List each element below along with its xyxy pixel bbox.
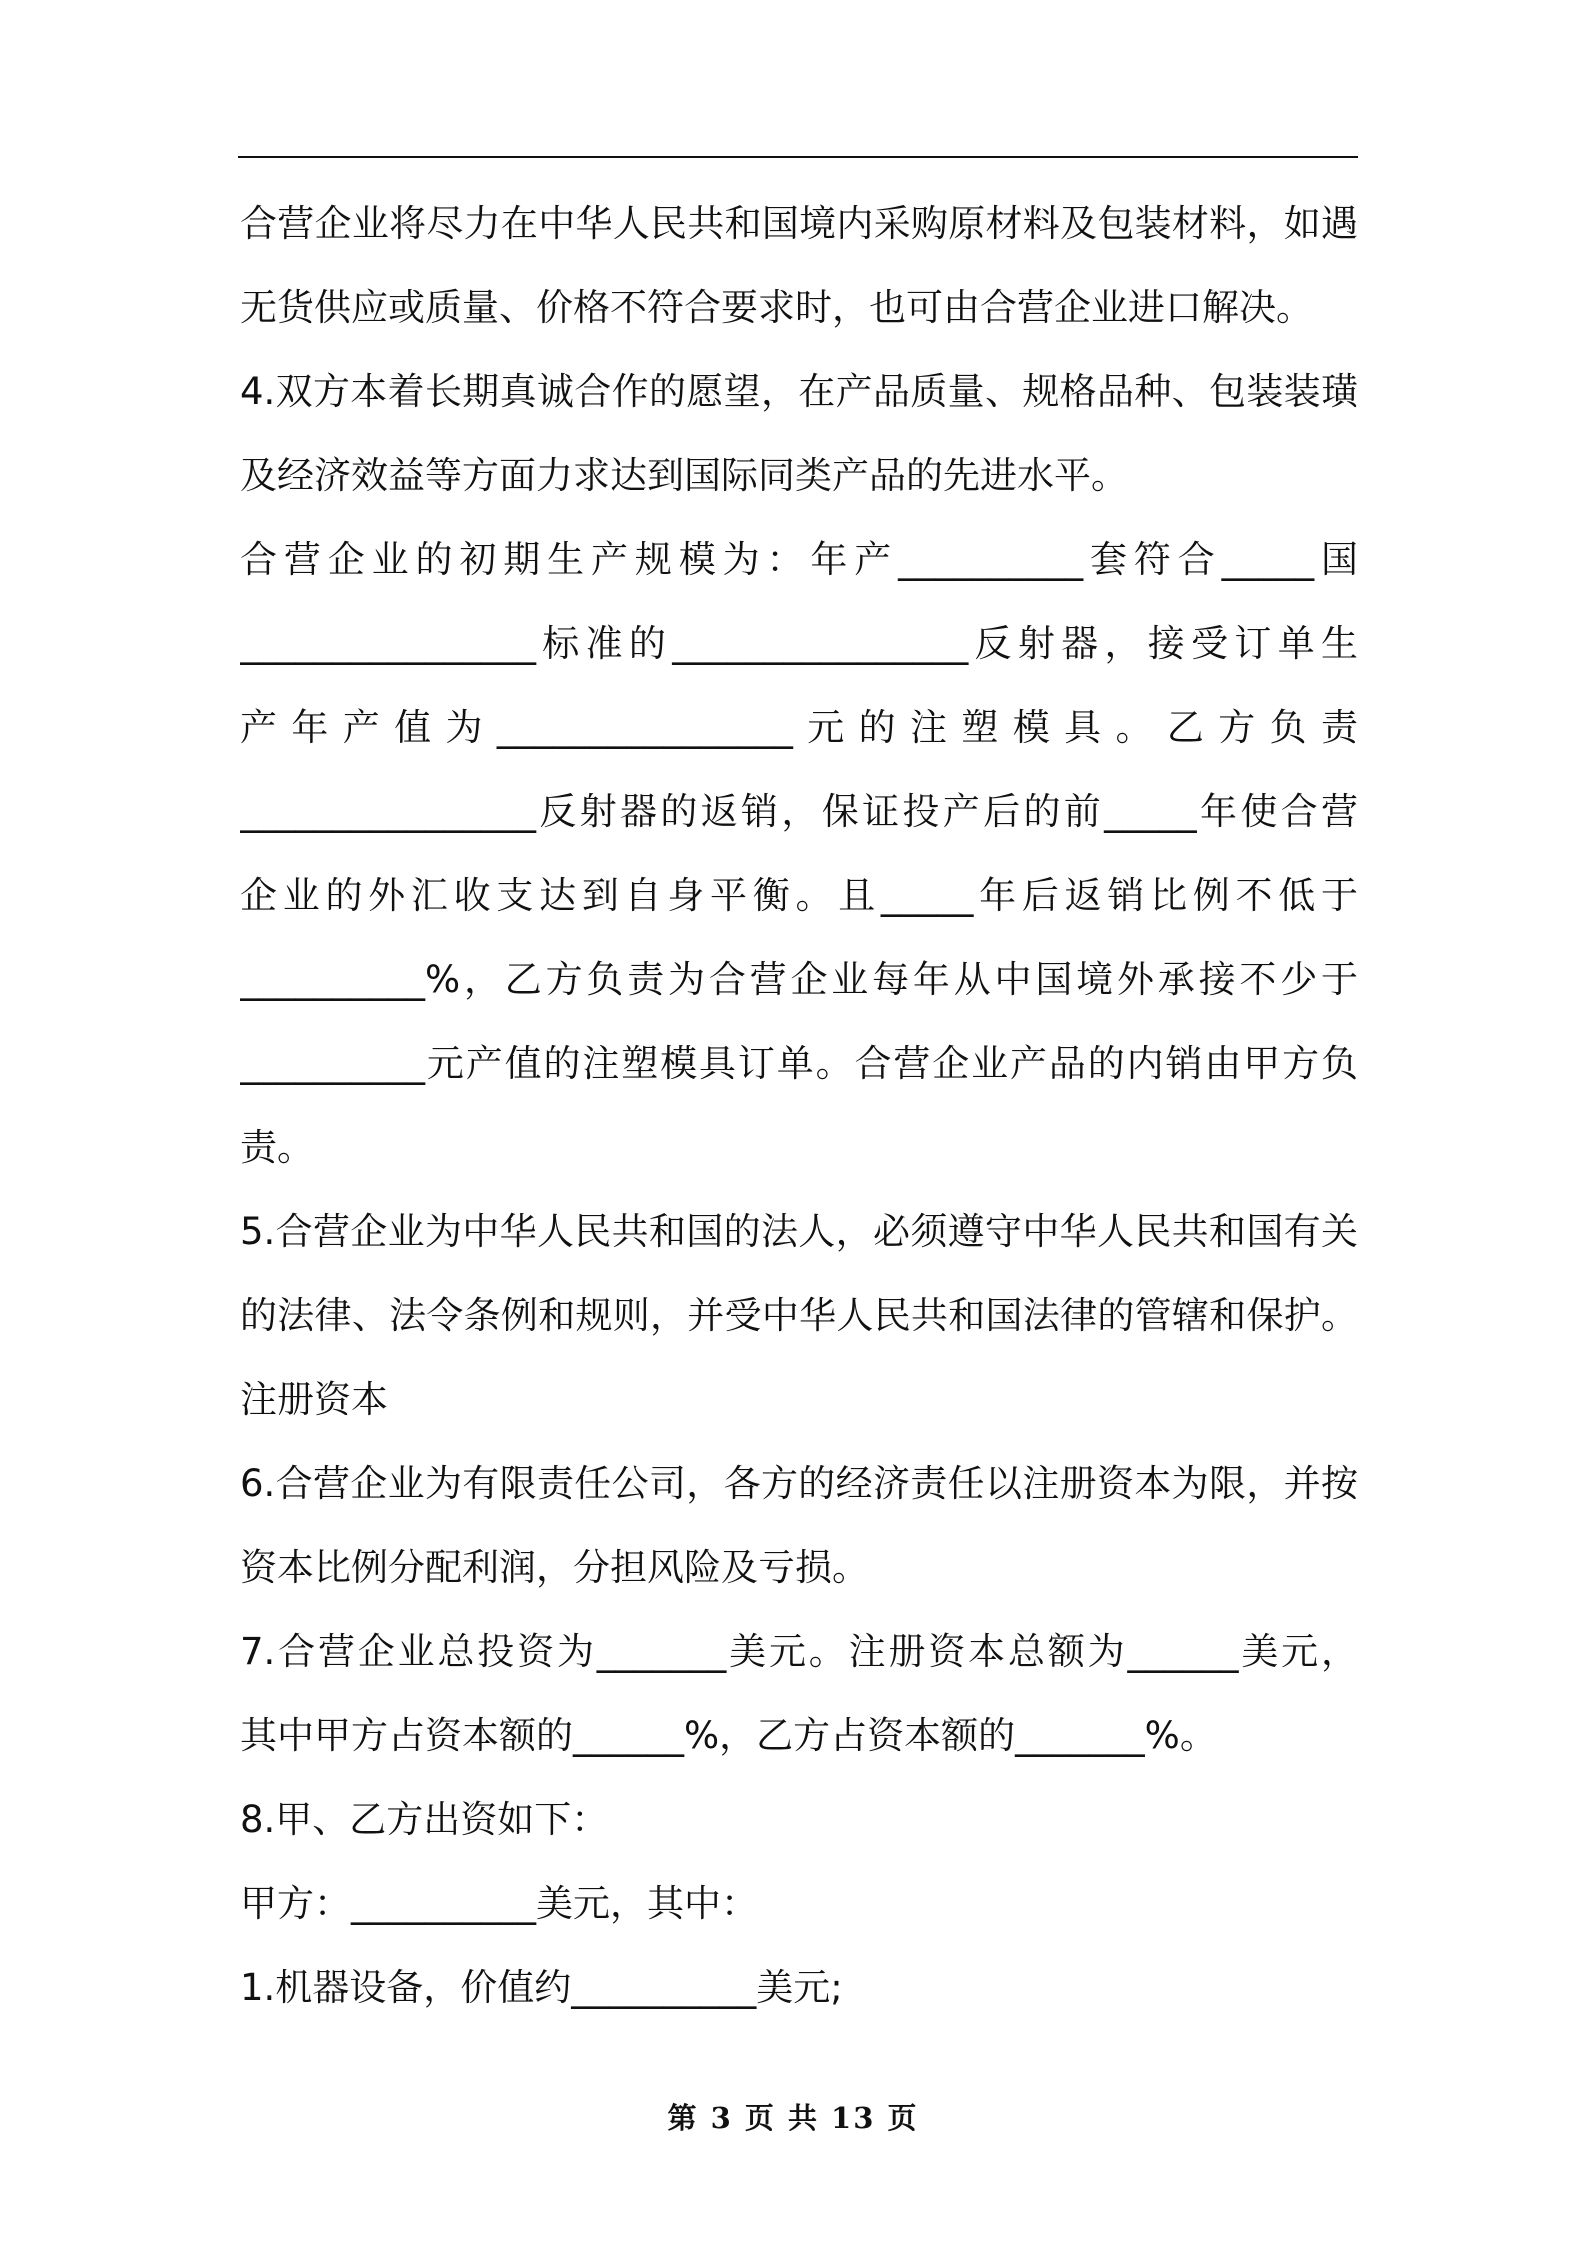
text-line: 责。 <box>240 1126 314 1169</box>
text-line: 甲方：__________美元，其中： <box>240 1882 758 1925</box>
text-line: 合营企业的初期生产规模为：年产__________套符合_____国 <box>240 538 1358 581</box>
text-line: 8.甲、乙方出资如下： <box>240 1798 609 1841</box>
text-line: 及经济效益等方面力求达到国际同类产品的先进水平。 <box>240 454 1128 497</box>
text-line: ________________反射器的返销，保证投产后的前_____年使合营 <box>240 790 1358 833</box>
text-line: __________%，乙方负责为合营企业每年从中国境外承接不少于 <box>240 958 1358 1001</box>
text-line: 6.合营企业为有限责任公司，各方的经济责任以注册资本为限，并按 <box>240 1462 1358 1505</box>
text-line: ________________标准的________________反射器，接受订单生 <box>240 622 1358 665</box>
text-line: 5.合营企业为中华人民共和国的法人，必须遵守中华人民共和国有关 <box>240 1210 1358 1253</box>
text-line: 4.双方本着长期真诚合作的愿望，在产品质量、规格品种、包装装璜 <box>240 370 1358 413</box>
text-line: __________元产值的注塑模具订单。合营企业产品的内销由甲方负 <box>240 1042 1358 1085</box>
text-line: 无货供应或质量、价格不符合要求时，也可由合营企业进口解决。 <box>240 286 1313 329</box>
text-line: 的法律、法令条例和规则，并受中华人民共和国法律的管辖和保护。 <box>240 1294 1358 1337</box>
section-heading: 注册资本 <box>240 1378 388 1421</box>
document-body <box>240 182 1358 2030</box>
page-number: 第 3 页 共 13 页 <box>667 2101 919 2135</box>
text-line: 合营企业将尽力在中华人民共和国境内采购原材料及包装材料，如遇 <box>240 202 1358 245</box>
text-line: 1.机器设备，价值约__________美元; <box>240 1966 843 2009</box>
text-line: 资本比例分配利润，分担风险及亏损。 <box>240 1546 869 1589</box>
text-line: 7.合营企业总投资为_______美元。注册资本总额为______美元， <box>240 1630 1358 1673</box>
text-line: 企业的外汇收支达到自身平衡。且_____年后返销比例不低于 <box>240 874 1358 917</box>
header-rule <box>238 156 1358 158</box>
text-line: 产年产值为________________元的注塑模具。乙方负责 <box>240 706 1358 749</box>
text-line: 其中甲方占资本额的______%，乙方占资本额的_______%。 <box>240 1714 1217 1757</box>
